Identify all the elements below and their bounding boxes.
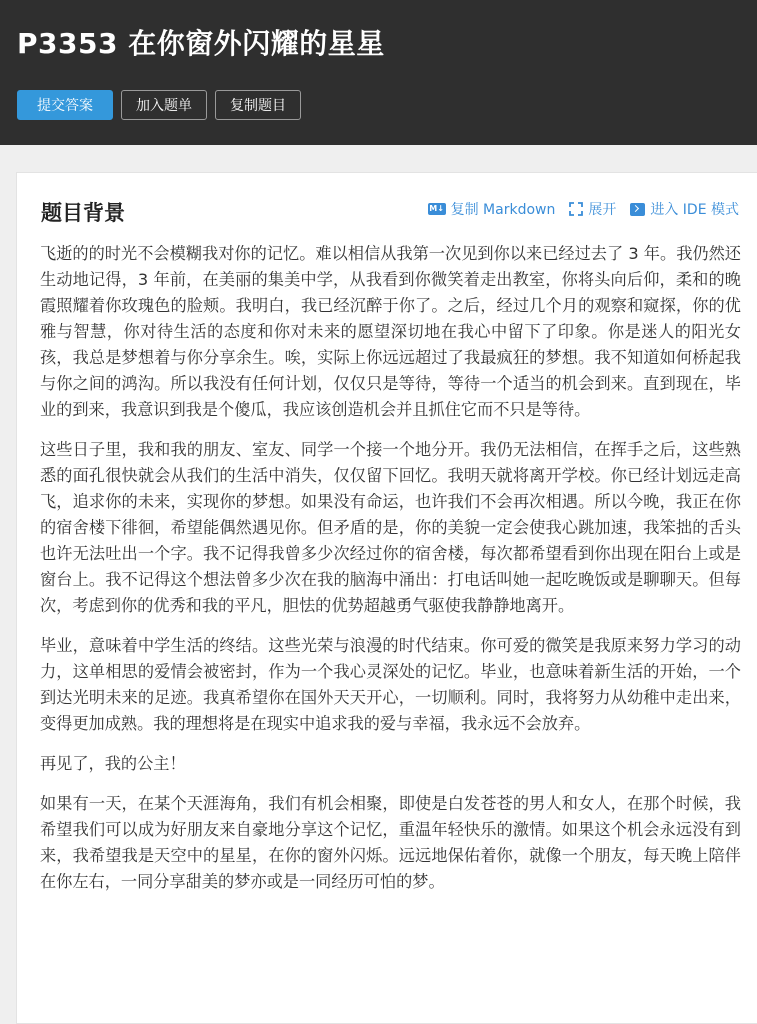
expand-label: 展开 — [588, 202, 617, 218]
problem-background-text — [40, 241, 741, 909]
expand-link[interactable] — [569, 199, 616, 219]
terminal-icon — [630, 203, 645, 216]
paragraph: 毕业，意味着中学生活的终结。这些光荣与浪漫的时代结束。你可爱的微笑是我原来努力学习的动力，这单相思的爱情会被密封，作为一个我心灵深处的记忆。毕业，也意味着新生活的开始，一个到达光明未来的足迹。我真希望你在国外天天开心，一切顺利。同时，我将努力从幼稚中走出来，变得更加成熟。我的理想将是在现实中追求我的爱与幸福，我永远不会放弃。 — [40, 636, 741, 733]
paragraph: 再见了，我的公主！ — [40, 754, 186, 773]
submit-answer-button[interactable]: 提交答案 — [17, 90, 113, 120]
ide-mode-link[interactable] — [630, 199, 739, 219]
copy-markdown-label: 复制 Markdown — [450, 202, 556, 218]
expand-icon — [569, 202, 583, 216]
card-actions — [428, 199, 739, 219]
paragraph: 如果有一天，在某个天涯海角，我们有机会相聚，即使是白发苍苍的男人和女人，在那个时候，我希望我们可以成为好朋友来自豪地分享这个记忆，重温年轻快乐的激情。如果这个机会永远没有到来，我希望我是天空中的星星，在你的窗外闪烁。远远地保佑着你，就像一个朋友，每天晚上陪伴在你左右，一同分享甜美的梦亦或是一同经历可怕的梦。 — [40, 794, 741, 891]
paragraph: 这些日子里，我和我的朋友、室友、同学一个接一个地分开。我仍无法相信，在挥手之后，这些熟悉的面孔很快就会从我们的生活中消失，仅仅留下回忆。我明天就将离开学校。你已经计划远走高飞，追求你的未来，实现你的梦想。如果没有命运，也许我们不会再次相遇。所以今晚，我正在你的宿舍楼下徘徊，希望能偶然遇见你。但矛盾的是，你的美貌一定会使我心跳加速，我笨拙的舌头也许无法吐出一个字。我不记得我曾多少次经过你的宿舍楼，每次都希望看到你出现在阳台上或是窗台上。我不记得这个想法曾多少次在我的脑海中涌出：打电话叫她一起吃晚饭或是聊聊天。但每次，考虑到你的优秀和我的平凡，胆怯的优势超越勇气驱使我静静地离开。 — [40, 440, 741, 615]
section-title: 题目背景 — [41, 201, 125, 225]
copy-problem-button[interactable]: 复制题目 — [215, 90, 301, 120]
markdown-icon: M↓ — [429, 204, 444, 213]
copy-markdown-link[interactable] — [428, 199, 556, 219]
paragraph: 飞逝的的时光不会模糊我对你的记忆。难以相信从我第一次见到你以来已经过去了 3 年。我仍然还生动地记得，3 年前，在美丽的集美中学，从我看到你微笑着走出教室，你将头向后仰，柔和的晚霞照耀着你玫瑰色的脸颊。我明白，我已经沉醉于你了。之后，经过几个月的观察和窥探，你的优雅与智慧，你对待生活的态度和你对未来的愿望深切地在我心中留下了印象。你是迷人的阳光女孩，我总是梦想着与你分享余生。唉，实际上你远远超过了我最疯狂的梦想。我不知道如何桥起我与你之间的鸿沟。所以我没有任何计划，仅仅只是等待，等待一个适当的机会到来。直到现在，毕业的到来，我意识到我是个傻瓜，我应该创造机会并且抓住它而不只是等待。 — [40, 244, 741, 419]
page-title: P3353 在你窗外闪耀的星星 — [17, 27, 385, 60]
page-header — [0, 0, 757, 145]
add-to-list-button[interactable]: 加入题单 — [121, 90, 207, 120]
header-button-group — [17, 90, 301, 120]
ide-mode-label: 进入 IDE 模式 — [650, 202, 739, 218]
problem-card — [16, 172, 757, 1024]
